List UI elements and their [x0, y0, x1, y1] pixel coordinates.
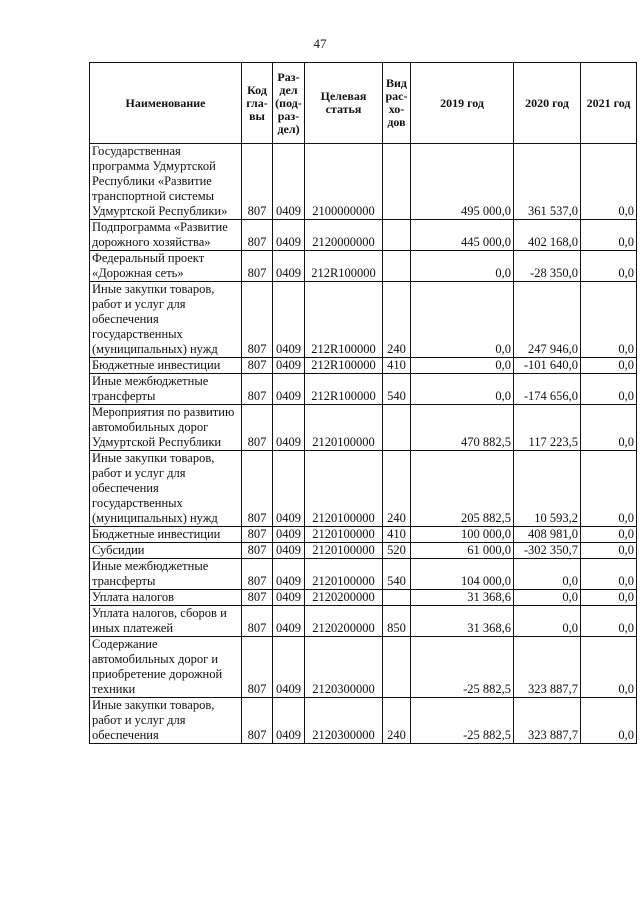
cell-code: 807 — [242, 559, 273, 590]
cell-code: 807 — [242, 144, 273, 220]
cell-section: 0409 — [273, 451, 305, 527]
cell-2020: -28 350,0 — [514, 251, 581, 282]
header-code: Код гла-вы — [242, 63, 273, 144]
cell-code: 807 — [242, 358, 273, 374]
cell-target: 2120000000 — [305, 220, 383, 251]
cell-2021: 0,0 — [581, 282, 637, 358]
cell-code: 807 — [242, 451, 273, 527]
cell-expense — [383, 251, 411, 282]
cell-section: 0409 — [273, 251, 305, 282]
cell-2019: 0,0 — [411, 374, 514, 405]
cell-expense: 240 — [383, 282, 411, 358]
cell-section: 0409 — [273, 543, 305, 559]
header-2019: 2019 год — [411, 63, 514, 144]
cell-2019: 100 000,0 — [411, 527, 514, 543]
cell-section: 0409 — [273, 698, 305, 744]
cell-target: 212R100000 — [305, 358, 383, 374]
cell-expense: 850 — [383, 606, 411, 637]
cell-section: 0409 — [273, 637, 305, 698]
cell-section: 0409 — [273, 144, 305, 220]
cell-expense: 410 — [383, 358, 411, 374]
cell-target: 2120100000 — [305, 405, 383, 451]
cell-name: Бюджетные инвестиции — [90, 358, 242, 374]
header-expense: Вид рас-хо-дов — [383, 63, 411, 144]
cell-2019: 470 882,5 — [411, 405, 514, 451]
table-row — [90, 374, 637, 405]
cell-2021: 0,0 — [581, 559, 637, 590]
cell-2020: 0,0 — [514, 606, 581, 637]
cell-2021: 0,0 — [581, 405, 637, 451]
cell-2019: 104 000,0 — [411, 559, 514, 590]
cell-name: Уплата налогов, сборов и иных платежей — [90, 606, 242, 637]
cell-2019: 0,0 — [411, 358, 514, 374]
cell-code: 807 — [242, 698, 273, 744]
cell-2021: 0,0 — [581, 358, 637, 374]
cell-2021: 0,0 — [581, 606, 637, 637]
table-row — [90, 220, 637, 251]
cell-name: Иные межбюджетные трансферты — [90, 559, 242, 590]
cell-2020: 402 168,0 — [514, 220, 581, 251]
cell-2020: 0,0 — [514, 559, 581, 590]
cell-section: 0409 — [273, 606, 305, 637]
cell-expense: 240 — [383, 698, 411, 744]
cell-code: 807 — [242, 251, 273, 282]
cell-2021: 0,0 — [581, 527, 637, 543]
cell-name: Федеральный проект «Дорожная сеть» — [90, 251, 242, 282]
table-row — [90, 606, 637, 637]
cell-section: 0409 — [273, 220, 305, 251]
cell-2019: 445 000,0 — [411, 220, 514, 251]
cell-2021: 0,0 — [581, 374, 637, 405]
cell-target: 212R100000 — [305, 251, 383, 282]
header-2020: 2020 год — [514, 63, 581, 144]
cell-name: Уплата налогов — [90, 590, 242, 606]
cell-2021: 0,0 — [581, 543, 637, 559]
cell-code: 807 — [242, 590, 273, 606]
cell-section: 0409 — [273, 559, 305, 590]
cell-2019: 61 000,0 — [411, 543, 514, 559]
cell-code: 807 — [242, 527, 273, 543]
cell-2021: 0,0 — [581, 637, 637, 698]
cell-2020: 0,0 — [514, 590, 581, 606]
cell-code: 807 — [242, 543, 273, 559]
cell-section: 0409 — [273, 527, 305, 543]
cell-2021: 0,0 — [581, 698, 637, 744]
table-row — [90, 698, 637, 744]
cell-target: 2120300000 — [305, 698, 383, 744]
cell-2019: 205 882,5 — [411, 451, 514, 527]
cell-expense — [383, 590, 411, 606]
cell-target: 212R100000 — [305, 282, 383, 358]
cell-2020: -302 350,7 — [514, 543, 581, 559]
cell-2021: 0,0 — [581, 144, 637, 220]
cell-name: Подпрограмма «Развитие дорожного хозяйства» — [90, 220, 242, 251]
table-row — [90, 358, 637, 374]
cell-2021: 0,0 — [581, 451, 637, 527]
cell-2019: -25 882,5 — [411, 698, 514, 744]
cell-name: Иные межбюджетные трансферты — [90, 374, 242, 405]
cell-expense — [383, 405, 411, 451]
cell-expense: 540 — [383, 374, 411, 405]
cell-2019: -25 882,5 — [411, 637, 514, 698]
cell-expense: 520 — [383, 543, 411, 559]
table-row — [90, 282, 637, 358]
cell-expense — [383, 637, 411, 698]
cell-2021: 0,0 — [581, 590, 637, 606]
cell-2020: 323 887,7 — [514, 637, 581, 698]
header-target: Целевая статья — [305, 63, 383, 144]
table-row — [90, 451, 637, 527]
table-row — [90, 590, 637, 606]
cell-code: 807 — [242, 374, 273, 405]
cell-2019: 31 368,6 — [411, 590, 514, 606]
cell-2019: 0,0 — [411, 282, 514, 358]
cell-target: 2120100000 — [305, 527, 383, 543]
cell-code: 807 — [242, 606, 273, 637]
cell-section: 0409 — [273, 358, 305, 374]
cell-name: Мероприятия по развитию автомобильных дорог Удмуртской Республики — [90, 405, 242, 451]
page-number: 47 — [313, 36, 327, 51]
table-row — [90, 637, 637, 698]
cell-code: 807 — [242, 637, 273, 698]
cell-name: Субсидии — [90, 543, 242, 559]
cell-expense — [383, 144, 411, 220]
cell-section: 0409 — [273, 405, 305, 451]
budget-table — [89, 62, 637, 744]
cell-name: Государственная программа Удмуртской Республики «Развитие транспортной системы Удмуртской Республики» — [90, 144, 242, 220]
cell-2021: 0,0 — [581, 220, 637, 251]
cell-name: Содержание автомобильных дорог и приобретение дорожной техники — [90, 637, 242, 698]
header-2021: 2021 год — [581, 63, 637, 144]
cell-2020: 408 981,0 — [514, 527, 581, 543]
cell-name: Бюджетные инвестиции — [90, 527, 242, 543]
cell-target: 212R100000 — [305, 374, 383, 405]
cell-2020: 10 593,2 — [514, 451, 581, 527]
cell-expense: 540 — [383, 559, 411, 590]
cell-expense — [383, 220, 411, 251]
cell-target: 2120200000 — [305, 606, 383, 637]
header-row — [90, 63, 637, 144]
cell-code: 807 — [242, 220, 273, 251]
cell-code: 807 — [242, 282, 273, 358]
cell-target: 2120200000 — [305, 590, 383, 606]
table-row — [90, 405, 637, 451]
cell-2020: 247 946,0 — [514, 282, 581, 358]
cell-2019: 0,0 — [411, 251, 514, 282]
cell-expense: 410 — [383, 527, 411, 543]
cell-name: Иные закупки товаров, работ и услуг для обеспечения государственных (муниципальных) нужд — [90, 451, 242, 527]
cell-name: Иные закупки товаров, работ и услуг для обеспечения — [90, 698, 242, 744]
cell-expense: 240 — [383, 451, 411, 527]
cell-target: 2120100000 — [305, 451, 383, 527]
cell-target: 2120300000 — [305, 637, 383, 698]
cell-target: 2120100000 — [305, 543, 383, 559]
cell-name: Иные закупки товаров, работ и услуг для обеспечения государственных (муниципальных) нужд — [90, 282, 242, 358]
cell-2020: 323 887,7 — [514, 698, 581, 744]
cell-2020: 361 537,0 — [514, 144, 581, 220]
table-row — [90, 251, 637, 282]
table-row — [90, 527, 637, 543]
table-row — [90, 559, 637, 590]
cell-2021: 0,0 — [581, 251, 637, 282]
header-name: Наименование — [90, 63, 242, 144]
header-section: Раз-дел (под-раз-дел) — [273, 63, 305, 144]
cell-code: 807 — [242, 405, 273, 451]
table-row — [90, 144, 637, 220]
cell-section: 0409 — [273, 374, 305, 405]
cell-target: 2100000000 — [305, 144, 383, 220]
cell-2019: 31 368,6 — [411, 606, 514, 637]
cell-target: 2120100000 — [305, 559, 383, 590]
cell-section: 0409 — [273, 282, 305, 358]
table-row — [90, 543, 637, 559]
cell-2020: 117 223,5 — [514, 405, 581, 451]
cell-2019: 495 000,0 — [411, 144, 514, 220]
cell-section: 0409 — [273, 590, 305, 606]
cell-2020: -101 640,0 — [514, 358, 581, 374]
cell-2020: -174 656,0 — [514, 374, 581, 405]
